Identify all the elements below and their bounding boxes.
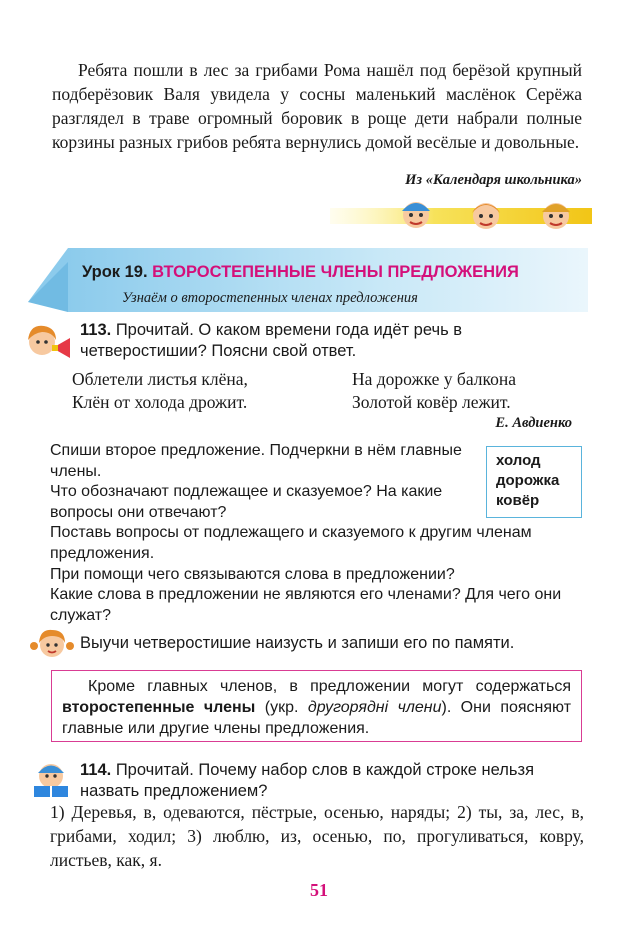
poem-line: На дорожке у балкона: [352, 369, 516, 389]
girl-reading-icon: [30, 626, 74, 664]
exercise-prompt: Прочитай. О каком времени года идёт речь в четверостишии? Поясни свой ответ.: [80, 321, 463, 360]
poem-right-column: [352, 368, 516, 414]
exercise-number: 114.: [80, 761, 112, 779]
lesson-heading: ВТОРОСТЕПЕННЫЕ ЧЛЕНЫ ПРЕДЛОЖЕНИЯ: [152, 263, 519, 281]
task-questions: Поставь вопросы от подлежащего и сказуемого к другим членам предложения.: [50, 524, 532, 562]
kids-ribbon: [330, 195, 592, 237]
task-subject-predicate: Что обозначают подлежащее и сказуемое? На какие вопросы они отвечают?: [50, 483, 443, 521]
vocab-word: холод: [496, 452, 541, 469]
vocab-word: ковёр: [496, 492, 540, 509]
poem-left-column: [72, 368, 248, 414]
rule-text-mid: (укр.: [255, 699, 308, 716]
exercise-114-prompt: [80, 760, 585, 802]
exercise-114-word-sets: 1) Деревья, в, одеваются, пёстрые, осенью, наряды; 2) ты, за, лес, в, грибами, ходил; 3) люблю, из, осенью, по, прогуливаться, ковру, листьев, как, я.: [50, 802, 584, 870]
exercise-prompt: Прочитай. Почему набор слов в каждой строке нельзя назвать предложением?: [80, 761, 535, 800]
story-source: Из «Календаря школьника»: [405, 172, 582, 188]
story-paragraph: [52, 58, 582, 154]
kid-face-icon: [396, 195, 436, 235]
lesson-subtitle: Узнаём о второстепенных членах предложения: [122, 290, 418, 306]
boy-reading-icon: [28, 758, 74, 798]
exercise-number: 113.: [80, 321, 112, 339]
task-non-members: Какие слова в предложении не являются его членами? Для чего они служат?: [50, 586, 562, 624]
story-text: Ребята пошли в лес за грибами Рома нашёл под берёзой крупный подберёзовик Валя увидела у сосны маленький маслёнок Серёжа разглядел в траве огромный боровик в роще дети набрали полные корзины разных грибов ребята вернулись домой весёлые и довольные.: [52, 60, 582, 152]
page-number: 51: [310, 880, 328, 900]
task-connections: При помощи чего связываются слова в предложении?: [50, 565, 455, 583]
poem-line: Золотой ковёр лежит.: [352, 392, 511, 412]
kid-face-icon: [466, 195, 506, 235]
rule-term: второстепенные члены: [62, 699, 256, 716]
poem-line: Клён от холода дрожит.: [72, 392, 248, 412]
vocab-word: дорожка: [496, 472, 560, 489]
rule-box: [51, 670, 582, 742]
poem-author: Е. Авдиенко: [495, 415, 572, 431]
rule-text-end: ). Они поясняют главные или другие члены предложения.: [62, 699, 572, 737]
kid-face-icon: [536, 195, 576, 235]
lesson-title: [82, 263, 519, 282]
lesson-number: Урок 19.: [82, 263, 148, 281]
rule-text-start: Кроме главных членов, в предложении могут содержаться: [88, 678, 571, 695]
task-copy-sentence: Спиши второе предложение. Подчеркни в нём главные члены.: [50, 442, 462, 480]
vocabulary-box: [486, 446, 582, 518]
poem-line: Облетели листья клёна,: [72, 369, 248, 389]
rule-ukrainian-term: другорядні члени: [307, 699, 442, 716]
memorize-task: Выучи четверостишие наизусть и запиши его по памяти.: [80, 634, 515, 652]
exercise-113-prompt: [80, 320, 585, 362]
girl-megaphone-icon: [22, 320, 74, 364]
